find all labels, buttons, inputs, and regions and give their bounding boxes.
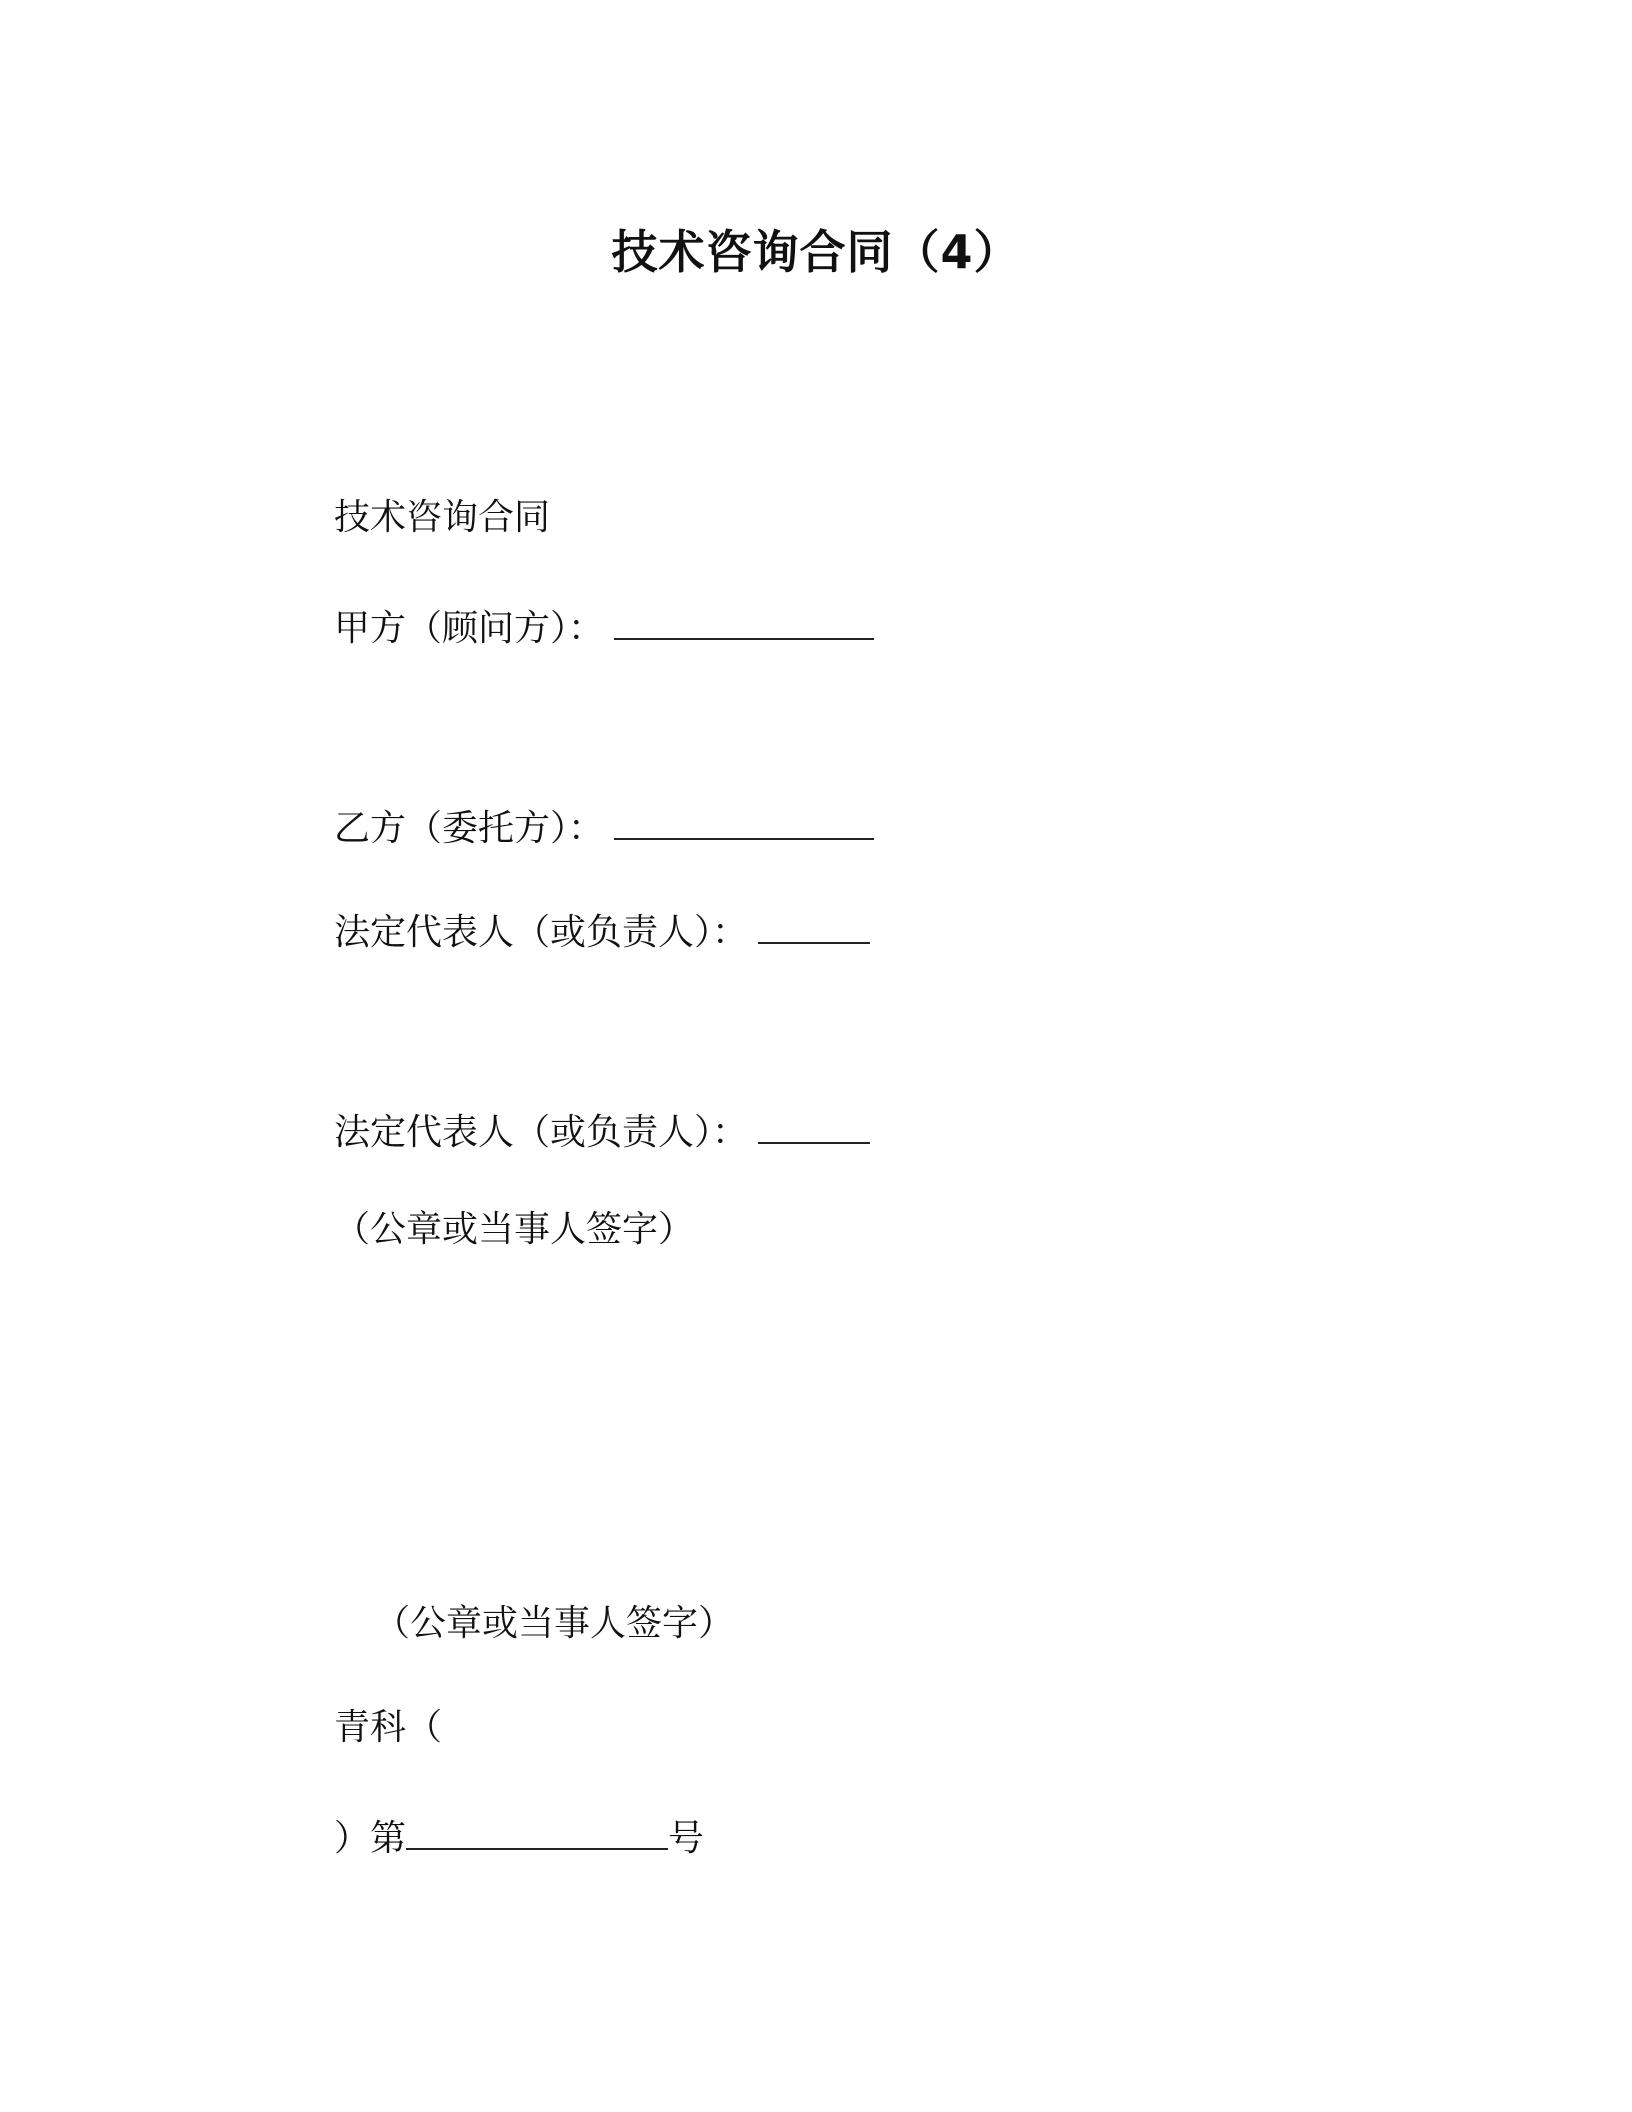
legal-rep-row-1 (334, 902, 870, 957)
party-b-label: 乙方（委托方）： (334, 808, 605, 849)
contract-subtitle: 技术咨询合同 (334, 497, 551, 538)
legal-rep-row-2 (334, 1102, 870, 1157)
legal-rep-label-1: 法定代表人（或负责人）： (334, 912, 749, 953)
party-b-row (334, 798, 874, 853)
page-title: 技术咨询合同（4） (611, 225, 1021, 279)
legal-rep-blank-1 (758, 902, 870, 944)
number-row (334, 1808, 704, 1863)
legal-rep-label-2: 法定代表人（或负责人）： (334, 1112, 749, 1153)
legal-rep-blank-2 (758, 1102, 870, 1144)
number-prefix-2: ）第 (334, 1818, 407, 1859)
seal-label-1: （公章或当事人签字） (334, 1209, 695, 1250)
party-a-blank (614, 598, 874, 640)
party-a-row (334, 598, 874, 653)
party-a-label: 甲方（顾问方）： (334, 608, 605, 649)
party-b-blank (614, 798, 874, 840)
number-prefix-line: 青科（ (334, 1707, 443, 1748)
seal-label-2: （公章或当事人签字） (374, 1603, 735, 1644)
number-suffix: 号 (668, 1818, 705, 1859)
number-blank (406, 1808, 668, 1850)
